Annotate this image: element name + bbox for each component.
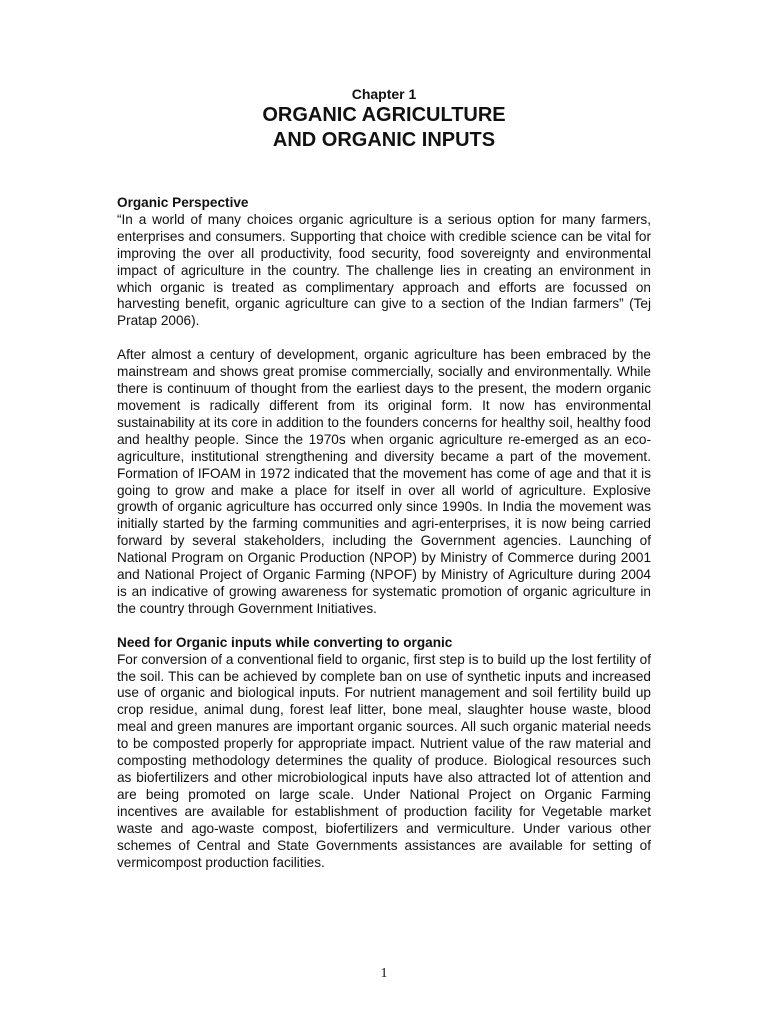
- history-paragraph: After almost a century of development, organic agriculture has been embraced by the mainstream and shows great promise commercially, socially and environmentally. While there is continuum of thought from the earliest days to the present, the modern organic movement is radically different from its original form. It now has environmental sustainability at its core in addition to the founders concerns for healthy soil, healthy food and healthy people. Since the 1970s when organic agriculture re-emerged as an eco-agriculture, institutional strengthening and diversity became a part of the movement. Formation of IFOAM in 1972 indicated that the movement has come of age and that it is going to grow and make a place for itself in over all world of agriculture. Explosive growth of organic agriculture has occurred only since 1990s. In India the movement was initially started by the farming communities and agri-enterprises, it is now being carried forward by several stakeholders, including the Government agencies. Launching of National Program on Organic Production (NPOP) by Ministry of Commerce during 2001 and National Project of Organic Farming (NPOF) by Ministry of Agriculture during 2004 is an indicative of growing awareness for systematic promotion of organic agriculture in the country through Government Initiatives.: [117, 347, 651, 616]
- quote-paragraph: “In a world of many choices organic agriculture is a serious option for many farmers, enterprises and consumers. Supporting that choice with credible science can be vital for improving the over all productivity, food security, food sovereignty and environmental impact of agriculture in the country. The challenge lies in creating an environment in which organic is treated as complimentary approach and efforts are focussed on harvesting benefit, organic agriculture can give to a section of the Indian farmers” (Tej Pratap 2006).: [117, 211, 651, 329]
- paragraph-spacer: [117, 330, 651, 347]
- chapter-title: [0, 103, 768, 153]
- paragraph-spacer: [117, 618, 651, 635]
- section-heading-need-inputs: Need for Organic inputs while converting to organic: [117, 634, 453, 650]
- page-number: 1: [380, 966, 388, 981]
- section-heading-organic-perspective: Organic Perspective: [117, 195, 249, 210]
- chapter-body: [117, 195, 651, 871]
- chapter-title-line-1: ORGANIC AGRICULTURE: [262, 104, 506, 126]
- chapter-title-line-2: AND ORGANIC INPUTS: [272, 129, 496, 151]
- conversion-paragraph: For conversion of a conventional field to organic, first step is to build up the lost fertility of the soil. This can be achieved by complete ban on use of synthetic inputs and increased use of organic and biological inputs. For nutrient management and soil fertility build up crop residue, animal dung, forest leaf litter, bone meal, slaughter house waste, blood meal and green manures are important organic sources. All such organic material needs to be composted properly for appropriate impact. Nutrient value of the raw material and composting methodology determines the quality of produce. Biological resources such as biofertilizers and other microbiological inputs have also attracted lot of attention and are being promoted on large scale. Under National Project on Organic Farming incentives are available for establishment of production facility for Vegetable market waste and ago-waste compost, biofertilizers and vermiculture. Under various other schemes of Central and State Governments assistances are available for setting of vermicompost production facilities.: [117, 651, 651, 870]
- chapter-label: Chapter 1: [351, 86, 417, 102]
